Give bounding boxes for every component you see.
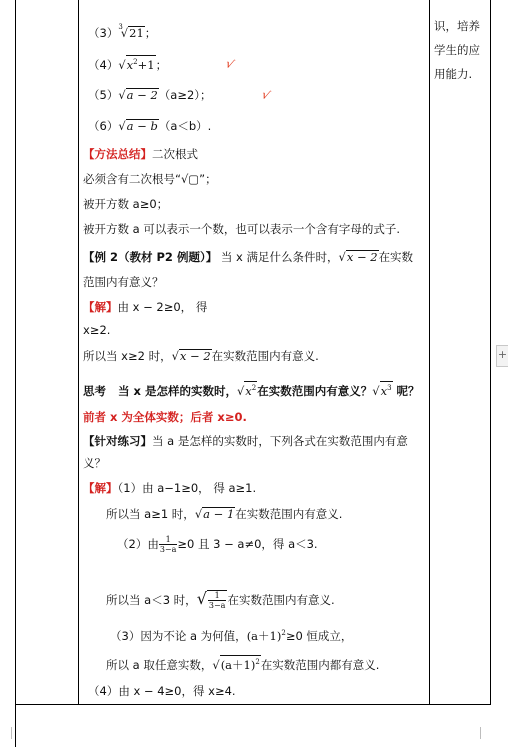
solution-text: （3）因为不论 a 为何值， — [110, 628, 247, 643]
radical-sign: √ — [118, 119, 126, 133]
item-label: （4） — [88, 57, 119, 72]
radicand-expression: (a＋1) — [220, 657, 256, 672]
solution-text: 由 x − 2≥0， 得 — [117, 300, 208, 314]
expand-tab-button[interactable]: + — [496, 345, 508, 367]
radicand — [220, 655, 261, 672]
radicand — [244, 381, 257, 398]
conclusion-text: 在实数范围内有意义. — [211, 349, 319, 363]
conclusion-text: 所以当 a≥1 时， — [106, 507, 195, 521]
think-text: 在实数范围内有意义？ — [257, 383, 373, 398]
radicand: x − 2 — [346, 250, 378, 264]
table-border-inner-left — [78, 0, 79, 705]
radical-sign: √ — [171, 349, 179, 363]
conclusion-text: 所以 a 取任意实数， — [106, 657, 213, 672]
fraction-denominator: 3−a — [159, 545, 177, 554]
expression-exponent: 2 — [281, 629, 286, 637]
radicand-exponent: 2 — [133, 58, 138, 66]
item-label: （6） — [88, 119, 119, 133]
side-note — [434, 14, 480, 86]
radicand: a − 1 — [203, 507, 235, 521]
practice-text: 当 a 是怎样的实数时，下列各式在实数范围内有意 — [152, 434, 408, 448]
example-2-conclusion — [83, 348, 319, 364]
practice-conclusion-2 — [106, 590, 335, 610]
practice-question — [83, 433, 408, 449]
item-4 — [88, 55, 167, 73]
radicand-exponent: 3 — [387, 384, 392, 392]
radicand-rest: +1 — [137, 57, 155, 72]
item-3 — [88, 22, 156, 41]
side-note-line: 学生的应 — [434, 43, 480, 57]
item-5 — [88, 87, 212, 103]
fraction-numerator: 1 — [159, 535, 178, 545]
conclusion-text: 在实数范围内有意义. — [235, 507, 343, 521]
fraction — [159, 535, 178, 554]
radicand-base: x — [380, 383, 388, 398]
radicand-base: x — [245, 383, 252, 398]
table-border-bottom — [15, 704, 491, 705]
page-corner-marker — [480, 727, 489, 739]
think-text: 当 x 是怎样的实数时， — [118, 383, 237, 398]
item-tail: （a＜b）. — [158, 119, 212, 133]
check-mark-icon: √ — [223, 56, 236, 72]
think-answer: 前者 x 为全体实数；后者 x≥0. — [83, 410, 247, 424]
solution-text: （2）由 — [117, 537, 159, 551]
question-text: 当 x 满足什么条件时， — [217, 250, 339, 264]
practice-question-cont: 义？ — [83, 456, 106, 470]
solution-tag: 【解】 — [83, 481, 118, 495]
radical-sign: √ — [212, 657, 220, 672]
radical-sign: √ — [338, 250, 346, 264]
solution-text: ≥0 恒成立， — [285, 628, 353, 643]
conclusion-text: 所以当 x≥2 时， — [83, 349, 172, 363]
practice-conclusion-3 — [106, 655, 379, 673]
radical-sign: √ — [120, 25, 129, 40]
fraction — [208, 591, 227, 610]
section-tag: 【方法总结】 — [83, 147, 152, 161]
radical-sign: √ — [118, 57, 126, 72]
example-tag: 【例 2（教材 P2 例题）】 — [83, 250, 218, 264]
item-label: （3） — [88, 25, 119, 40]
radical-sign: √ — [118, 88, 126, 102]
practice-solution-4: （4）由 x − 4≥0，得 x≥4. — [88, 684, 236, 698]
side-note-line: 识，培养 — [434, 19, 480, 33]
radicand-base: x — [126, 57, 134, 72]
radicand — [380, 381, 393, 398]
root-index: 3 — [118, 23, 123, 31]
example-2-question-cont: 范围内有意义？ — [83, 275, 164, 289]
method-line: 必须含有二次根号“√▢”； — [83, 172, 217, 186]
solution-tag: 【解】 — [83, 300, 118, 314]
item-6 — [88, 118, 211, 134]
practice-solution-2 — [117, 535, 318, 554]
practice-solution-1 — [83, 480, 256, 496]
example-2-solution-result: x≥2. — [83, 323, 111, 337]
radical-sign: √ — [194, 507, 203, 521]
example-2-solution — [83, 299, 207, 315]
practice-solution-3 — [110, 625, 352, 644]
table-border-right — [490, 0, 491, 705]
solution-text: ≥0 且 3 − a≠0，得 a＜3. — [177, 537, 318, 551]
radicand: a − b — [126, 119, 158, 133]
solution-text: （1）由 a−1≥0， 得 a≥1. — [117, 481, 257, 495]
expression: (a＋1) — [246, 628, 282, 643]
item-label: （5） — [88, 88, 119, 102]
check-mark-icon: √ — [259, 87, 272, 103]
radical-sign: √ — [196, 589, 207, 608]
page-corner-marker — [3, 727, 12, 739]
think-question — [83, 381, 420, 399]
item-tail: ； — [155, 57, 168, 72]
radicand: 21 — [129, 25, 144, 40]
radicand: x − 2 — [179, 349, 211, 363]
radicand — [207, 590, 228, 610]
radical-sign: √ — [372, 383, 380, 398]
method-line: 被开方数 a 可以表示一个数，也可以表示一个含有字母的式子. — [83, 222, 401, 236]
table-border-inner-right — [429, 0, 430, 705]
question-text: 在实数 — [378, 250, 414, 264]
practice-conclusion-1 — [106, 506, 342, 522]
radical-sign: √ — [236, 383, 245, 398]
conclusion-text: 在实数范围内都有意义. — [260, 657, 380, 672]
conclusion-text: 在实数范围内有意义. — [227, 593, 335, 607]
side-note-line: 用能力. — [434, 67, 473, 81]
example-2-question — [83, 249, 413, 265]
item-tail: （a≥2）； — [158, 88, 212, 102]
method-line: 被开方数 a≥0； — [83, 197, 169, 211]
method-summary-heading — [83, 146, 198, 162]
item-tail: ； — [144, 25, 157, 40]
radicand: a − 2 — [126, 88, 158, 102]
think-text: 呢？ — [392, 383, 420, 398]
fraction-denominator: 3−a — [208, 601, 226, 610]
conclusion-text: 所以当 a＜3 时， — [106, 593, 197, 607]
practice-tag: 【针对练习】 — [83, 434, 152, 448]
radicand — [126, 55, 156, 72]
fraction-numerator: 1 — [208, 591, 227, 601]
section-title: 二次根式 — [152, 147, 198, 161]
table-border-left — [15, 0, 16, 747]
radicand-exponent: 2 — [255, 658, 260, 666]
radicand-exponent: 2 — [251, 384, 257, 392]
think-label: 思考 — [83, 383, 106, 398]
